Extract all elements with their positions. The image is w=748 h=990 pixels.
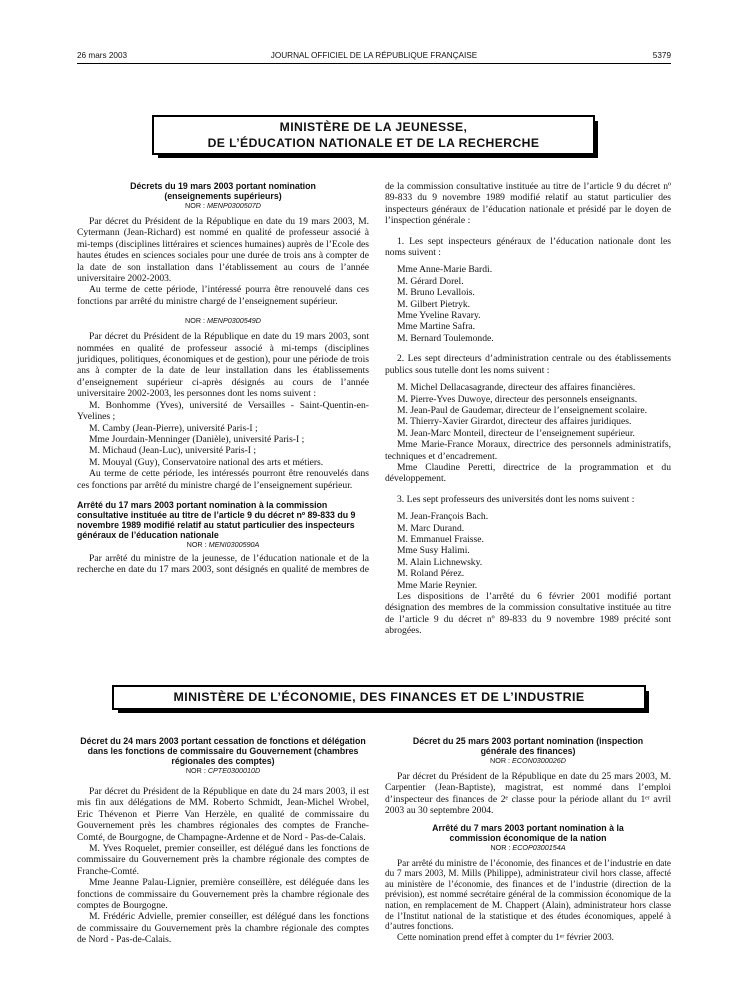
paragraph: M. Yves Roquelet, premier conseiller, est délégué dans les fonctions de commissaire du Gouvernement près la chambre régionale des comptes de Franche-Comté.: [77, 843, 369, 877]
directors-list: [385, 382, 671, 485]
list-item: Mme Susy Halimi.: [397, 545, 470, 557]
appointee-item: Mme Jourdain-Menninger (Danièle), université Paris-I ;: [89, 433, 305, 445]
nor-reference: NOR : MENP0300549D: [185, 316, 261, 326]
list-item: M. Jean-François Bach.: [397, 511, 489, 523]
paragraph-continued: de la commission consultative instituée au titre de l’article 9 du décret nº 89-833 du 9 novembre 1989 modifié relatif au statut particulier des inspecteurs généraux de l’éducation nationale et présidé par le doyen de l’inspection générale :: [385, 181, 671, 227]
nor-code: MENI0300590A: [208, 539, 260, 549]
ministry-title: MINISTÈRE DE L’ÉCONOMIE, DES FINANCES ET DE L’INDUSTRIE: [173, 690, 585, 704]
professors-list: [385, 511, 671, 591]
list-item: Mme Marie-France Moraux, directrice des personnels administratifs, techniques et d’encadrement.: [385, 439, 671, 462]
nor-code: MENP0300507D: [207, 201, 261, 210]
ministry-title-line2: DE L’ÉDUCATION NATIONALE ET DE LA RECHERCHE: [207, 135, 540, 150]
nor-code: CPTE0300010D: [207, 766, 261, 775]
nor-reference: NOR : MENI0300590A: [186, 539, 260, 549]
nor-reference: NOR : ECON0300026D: [490, 756, 566, 765]
ministry-heading-education: [152, 115, 595, 155]
list-item: M. Roland Pérez.: [397, 568, 465, 580]
appointee-item: M. Bonhomme (Yves), université de Versailles - Saint-Quentin-en-Yvelines ;: [77, 399, 369, 423]
nor-reference: NOR : CPTE0300010D: [185, 766, 261, 775]
list-item: M. Michel Dellacasagrande, directeur des affaires financières.: [397, 382, 636, 394]
section-heading: 2. Les sept directeurs d’administration centrale ou des établissements publics sous tutelle dont les noms suivent :: [385, 353, 671, 376]
decree-title: Décret du 24 mars 2003 portant cessation de fonctions et délégation dans les fonctions de commissaire du Gouvernement (chambres régionales des comptes): [80, 736, 366, 766]
section-heading: 3. Les sept professeurs des universités dont les noms suivent :: [397, 493, 635, 505]
paragraph: Par décret du Président de la République en date du 25 mars 2003, M. Carpentier (Jean-Baptiste), magistrat, est nommé dans l’emploi d’inspecteur des finances de 2ᵉ classe pour la période allant du 1ᵉʳ avril 2003 au 30 septembre 2004.: [385, 771, 671, 817]
nor-code: ECON0300026D: [512, 756, 566, 765]
decree-title: Décrets du 19 mars 2003 portant nomination (enseignements supérieurs): [130, 181, 316, 201]
header-date: 26 mars 2003: [77, 51, 128, 60]
right-column-education: [385, 181, 671, 637]
paragraph: Les dispositions de l’arrêté du 6 février 2001 modifié portant désignation des membres de la commission consultative instituée au titre de l’article 9 du décret nº 89-833 du 9 novembre 1989 précité sont abrogées.: [385, 591, 671, 637]
paragraph: Au terme de cette période, les intéressés pourront être renouvelés dans ces fonctions par arrêté du ministre chargé de l’enseignement supérieur.: [77, 468, 369, 491]
nor-code: ECOP0300154A: [512, 842, 566, 852]
paragraph: Par arrêté du ministre de l’économie, des finances et de l’industrie en date du 7 mars 2003, M. Mills (Philippe), administrateur civil hors classe, affecté au ministère de l’économie, des finances et de l’industrie (direction de la prévision), est nommé secrétaire général de la commission économique de la nation, en remplacement de M. Chappert (Alain), administrateur hors classe de l’Institut national de la statistique et des études économiques, appelé à d’autres fonctions.: [385, 857, 671, 932]
nor-reference: NOR : MENP0300507D: [185, 201, 261, 210]
list-item: M. Bruno Levallois.: [397, 287, 475, 299]
header-rule: [77, 63, 671, 64]
list-item: M. Pierre-Yves Duwoye, directeur des personnels enseignants.: [397, 393, 638, 405]
paragraph: M. Frédéric Advielle, premier conseiller, est délégué dans les fonctions de commissaire du Gouvernement près la chambre régionale des comptes de Nord - Pas-de-Calais.: [77, 911, 369, 946]
appointee-item: M. Mouyal (Guy), Conservatoire national des arts et métiers.: [89, 456, 324, 468]
arrete-title: Arrêté du 17 mars 2003 portant nomination à la commission consultative instituée au titre de l’article 9 du décret nº 89-833 du 9 novembre 1989 modifié relatif au statut particulier des inspecteurs généraux de l’éducation nationale: [77, 499, 356, 540]
list-item: M. Gilbert Pietryk.: [397, 298, 471, 310]
appointee-item: M. Camby (Jean-Pierre), université Paris-I ;: [89, 422, 258, 434]
ministry-title-line1: MINISTÈRE DE LA JEUNESSE,: [279, 120, 468, 134]
paragraph: Par arrêté du ministre de la jeunesse, de l’éducation nationale et de la recherche en date du 17 mars 2003, sont désignés en qualité de membres de: [77, 552, 369, 576]
running-header: [77, 50, 671, 62]
list-item: M. Gérard Dorel.: [397, 275, 464, 287]
list-item: M. Thierry-Xavier Girardot, directeur des affaires juridiques.: [397, 416, 632, 428]
list-item: M. Jean-Paul de Gaudemar, directeur de l’enseignement scolaire.: [397, 404, 648, 416]
paragraph: Au terme de cette période, l’intéressé pourra être renouvelé dans ces fonctions par arrêté du ministre chargé de l’enseignement supérieur.: [77, 284, 369, 307]
paragraph: Par décret du Président de la République en date du 19 mars 2003, sont nommées en qualité de professeur associé à mi-temps (disciplines juridiques, politiques, économiques et de gestion), pour une période de trois ans à compter de la date de leur installation dans les établissements d’enseignement supérieur ci-après désignés au cours de l’année universitaire 2002-2003, les personnes dont les noms suivent :: [77, 331, 369, 400]
ministry-heading-economy: [112, 685, 646, 710]
list-item: Mme Yveline Ravary.: [397, 310, 481, 322]
inspectors-list: [385, 264, 671, 344]
paragraph: Cette nomination prend effet à compter du 1ᵉʳ février 2003.: [397, 931, 614, 942]
list-item: M. Bernard Toulemonde.: [397, 332, 494, 344]
decree-title: Décret du 25 mars 2003 portant nomination (inspection générale des finances): [412, 736, 644, 756]
paragraph: Par décret du Président de la République en date du 24 mars 2003, il est mis fin aux délégations de MM. Roberto Schmidt, Jean-Michel Wrobel, Eric Thévenon et Pierre Van Herzèle, en qualité de commissaire du Gouvernement près les chambres régionales des comptes de Franche-Comté, de Bourgogne, de Champagne-Ardenne et de Nord - Pas-de-Calais.: [77, 786, 369, 843]
list-item: Mme Anne-Marie Bardi.: [397, 264, 493, 276]
paragraph: Par décret du Président de la République en date du 19 mars 2003, M. Cytermann (Jean-Richard) est nommé en qualité de professeur associé à mi-temps (disciplines littéraires et sciences humaines) auprès de l’Ecole des hautes études en sciences sociales pour une durée de trois ans à compter de la date de son installation dans l’établissement au cours de l’année universitaire 2002-2003.: [77, 216, 369, 285]
right-column-economy: [385, 736, 671, 942]
list-item: M. Alain Lichnewsky.: [397, 556, 483, 568]
appointee-item: M. Michaud (Jean-Luc), université Paris-I ;: [89, 445, 257, 457]
list-item: M. Jean-Marc Monteil, directeur de l’enseignement supérieur.: [397, 427, 635, 439]
header-page-number: 5379: [652, 51, 671, 60]
list-item: Mme Claudine Peretti, directrice de la programmation et du développement.: [385, 461, 671, 485]
paragraph: Mme Jeanne Palau-Lignier, première conseillère, est déléguée dans les fonctions de commissaire du Gouvernement près la chambre régionale des comptes de Bourgogne.: [77, 877, 369, 912]
list-item: Mme Marie Reynier.: [397, 579, 478, 591]
list-item: M. Marc Durand.: [397, 522, 465, 534]
nor-code: MENP0300549D: [207, 316, 261, 326]
section-heading: 1. Les sept inspecteurs généraux de l’éducation nationale dont les noms suivent :: [385, 235, 671, 259]
left-column-economy: [77, 736, 369, 946]
list-item: Mme Martine Safra.: [397, 321, 476, 333]
left-column-education: [77, 181, 369, 576]
nor-reference: NOR : ECOP0300154A: [490, 842, 566, 852]
arrete-title: Arrêté du 7 mars 2003 portant nomination à la commission économique de la nation: [432, 822, 624, 843]
list-item: M. Emmanuel Fraisse.: [397, 533, 484, 545]
header-journal-title: JOURNAL OFFICIEL DE LA RÉPUBLIQUE FRANÇAISE: [270, 51, 478, 60]
